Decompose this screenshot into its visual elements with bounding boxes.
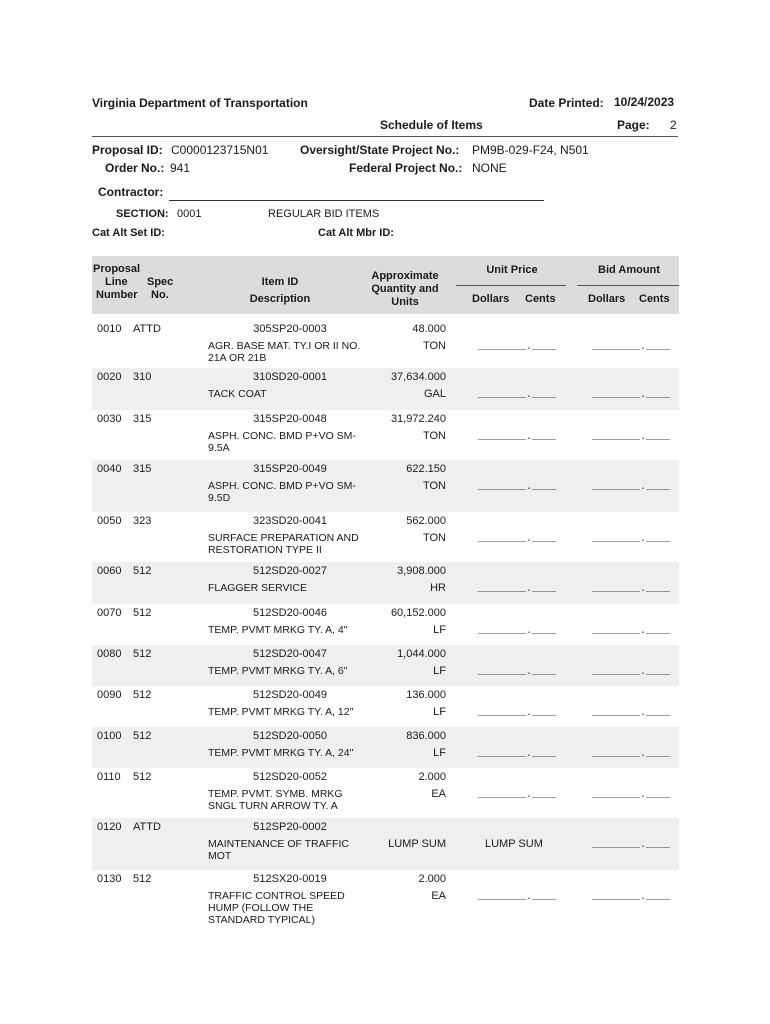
document-title: Schedule of Items xyxy=(380,118,483,132)
row-quantity: 2.000 xyxy=(418,873,446,885)
bid-amount-entry-field[interactable]: ________.____ xyxy=(592,708,671,719)
bid-amount-entry-field[interactable]: ________.____ xyxy=(592,790,671,801)
col-bid-amount: Bid Amount xyxy=(598,264,660,276)
unit-price-entry-field[interactable]: ________.____ xyxy=(478,790,557,801)
row-description: TRAFFIC CONTROL SPEED HUMP (FOLLOW THE STANDARD TYPICAL) xyxy=(208,890,345,926)
col-ba-dollars: Dollars xyxy=(588,293,626,305)
row-description: TACK COAT xyxy=(208,388,267,400)
bid-amount-entry-field[interactable]: ________.____ xyxy=(592,534,671,545)
section-value: 0001 xyxy=(177,208,202,220)
row-description: TEMP. PVMT MRKG TY. A, 4" xyxy=(208,624,348,636)
row-line-number: 0020 xyxy=(97,371,122,383)
row-line-number: 0110 xyxy=(97,771,121,783)
col-approx-1: Approximate xyxy=(371,270,439,282)
bid-amount-entry-field[interactable]: ________.____ xyxy=(592,840,671,851)
unit-price-entry-field[interactable]: ________.____ xyxy=(478,626,557,637)
col-up-dollars: Dollars xyxy=(472,293,510,305)
order-no-value: 941 xyxy=(170,161,191,175)
row-unit: TON xyxy=(422,532,446,544)
oversight-value: PM9B-029-F24, N501 xyxy=(472,143,589,157)
row-spec-no: 512 xyxy=(133,730,152,742)
bid-amount-rule xyxy=(577,285,679,286)
row-description: SURFACE PREPARATION AND RESTORATION TYPE II xyxy=(208,532,359,556)
row-spec-no: 512 xyxy=(133,565,152,577)
bid-amount-entry-field[interactable]: ________.____ xyxy=(592,342,671,353)
col-approx-3: Units xyxy=(391,296,419,308)
row-unit: LUMP SUM xyxy=(388,838,446,850)
row-description: ASPH. CONC. BMD P+VO SM-9.5A xyxy=(208,430,356,454)
row-spec-no: 512 xyxy=(133,873,152,885)
row-quantity: 31,972.240 xyxy=(390,413,446,425)
agency-name: Virginia Department of Transportation xyxy=(92,96,308,110)
row-item-id: 512SX20-0019 xyxy=(253,873,327,885)
row-line-number: 0070 xyxy=(97,607,122,619)
row-line-number: 0050 xyxy=(97,515,122,527)
row-unit: EA xyxy=(431,890,446,902)
row-description: TEMP. PVMT MRKG TY. A, 12" xyxy=(208,706,354,718)
row-spec-no: 315 xyxy=(133,463,152,475)
row-description: MAINTENANCE OF TRAFFIC MOT xyxy=(208,838,349,862)
row-spec-no: 323 xyxy=(133,515,152,527)
bid-amount-entry-field[interactable]: ________.____ xyxy=(592,667,671,678)
row-line-number: 0130 xyxy=(97,873,122,885)
proposal-id-value: C0000123715N01 xyxy=(171,143,269,157)
unit-price-entry-field[interactable]: ________.____ xyxy=(478,342,557,353)
date-printed-value: 10/24/2023 xyxy=(614,95,675,109)
section-description: REGULAR BID ITEMS xyxy=(268,208,380,220)
row-quantity: 48.000 xyxy=(412,323,446,335)
row-line-number: 0090 xyxy=(97,689,122,701)
row-quantity: 562.000 xyxy=(406,515,446,527)
row-quantity: 1,044.000 xyxy=(397,648,446,660)
col-number: Number xyxy=(96,289,138,301)
row-item-id: 512SP20-0002 xyxy=(253,821,327,833)
order-no-label: Order No.: xyxy=(105,161,165,175)
federal-label: Federal Project No.: xyxy=(349,161,463,175)
col-spec-no: No. xyxy=(151,289,169,301)
row-spec-no: 512 xyxy=(133,607,152,619)
proposal-id-label: Proposal ID: xyxy=(92,143,163,157)
unit-price-rule xyxy=(456,285,566,286)
row-quantity: 622.150 xyxy=(406,463,446,475)
row-item-id: 310SD20-0001 xyxy=(252,371,327,383)
row-quantity: 136.000 xyxy=(406,689,446,701)
row-spec-no: ATTD xyxy=(133,323,161,335)
unit-price-entry-field[interactable]: ________.____ xyxy=(478,584,557,595)
row-description: AGR. BASE MAT. TY.I OR II NO. 21A OR 21B xyxy=(208,340,361,364)
contractor-signature-line xyxy=(169,200,544,201)
row-unit: HR xyxy=(430,582,446,594)
row-quantity: 37,634.000 xyxy=(390,371,446,383)
row-item-id: 512SD20-0050 xyxy=(252,730,327,742)
row-item-id: 512SD20-0047 xyxy=(252,648,327,660)
oversight-label: Oversight/State Project No.: xyxy=(300,143,460,157)
bid-amount-entry-field[interactable]: ________.____ xyxy=(592,584,671,595)
unit-price-entry-field[interactable]: ________.____ xyxy=(478,749,557,760)
row-item-id: 323SD20-0041 xyxy=(252,515,327,527)
row-spec-no: ATTD xyxy=(133,821,161,833)
row-description: ASPH. CONC. BMD P+VO SM-9.5D xyxy=(208,480,356,504)
row-description: TEMP. PVMT MRKG TY. A, 6" xyxy=(208,665,348,677)
row-quantity: 60,152.000 xyxy=(390,607,446,619)
col-item-id: Item ID xyxy=(261,276,299,288)
row-spec-no: 315 xyxy=(133,413,152,425)
bid-amount-entry-field[interactable]: ________.____ xyxy=(592,626,671,637)
row-unit: LF xyxy=(433,706,446,718)
row-item-id: 512SD20-0046 xyxy=(252,607,327,619)
col-proposal: Proposal xyxy=(93,263,141,275)
col-unit-price: Unit Price xyxy=(486,264,538,276)
unit-price-entry-field[interactable]: ________.____ xyxy=(478,534,557,545)
bid-amount-entry-field[interactable]: ________.____ xyxy=(592,892,671,903)
row-unit: LF xyxy=(433,624,446,636)
row-line-number: 0120 xyxy=(97,821,122,833)
unit-price-entry-field[interactable]: ________.____ xyxy=(478,708,557,719)
row-line-number: 0100 xyxy=(97,730,122,742)
col-spec: Spec xyxy=(147,276,174,288)
row-unit: GAL xyxy=(423,388,446,400)
row-unit: LF xyxy=(433,747,446,759)
contractor-label: Contractor: xyxy=(98,185,164,199)
row-spec-no: 512 xyxy=(133,771,152,783)
row-description: FLAGGER SERVICE xyxy=(208,582,308,594)
row-quantity: 2.000 xyxy=(418,771,446,783)
row-line-number: 0010 xyxy=(97,323,122,335)
col-description: Description xyxy=(249,293,311,305)
row-item-id: 512SD20-0049 xyxy=(252,689,327,701)
row-line-number: 0060 xyxy=(97,565,122,577)
row-item-id: 512SD20-0027 xyxy=(252,565,327,577)
page-number: 2 xyxy=(670,118,677,132)
bid-amount-entry-field[interactable]: ________.____ xyxy=(592,749,671,760)
row-spec-no: 310 xyxy=(133,371,152,383)
row-unit: LF xyxy=(433,665,446,677)
row-item-id: 305SP20-0003 xyxy=(253,323,327,335)
unit-price-entry-field[interactable]: ________.____ xyxy=(478,667,557,678)
row-unit: TON xyxy=(422,430,446,442)
row-line-number: 0030 xyxy=(97,413,122,425)
cat-alt-set-label: Cat Alt Set ID: xyxy=(92,227,165,239)
row-quantity: 836.000 xyxy=(406,730,446,742)
unit-price-entry-field[interactable]: ________.____ xyxy=(478,390,557,401)
unit-price-entry-field[interactable]: ________.____ xyxy=(478,482,557,493)
cat-alt-mbr-label: Cat Alt Mbr ID: xyxy=(318,227,394,239)
bid-amount-entry-field[interactable]: ________.____ xyxy=(592,390,671,401)
federal-value: NONE xyxy=(472,161,507,175)
header-divider xyxy=(92,136,678,137)
page-label: Page: xyxy=(617,118,650,132)
row-unit: TON xyxy=(422,480,446,492)
col-approx-2: Quantity and xyxy=(371,283,439,295)
row-quantity: 3,908.000 xyxy=(397,565,446,577)
col-line: Line xyxy=(105,276,128,288)
row-unit: EA xyxy=(431,788,446,800)
col-up-cents: Cents xyxy=(525,293,556,305)
bid-amount-entry-field[interactable]: ________.____ xyxy=(592,432,671,443)
row-unit: TON xyxy=(422,340,446,352)
unit-price-entry-field[interactable]: ________.____ xyxy=(478,892,557,903)
unit-price-entry-field[interactable]: ________.____ xyxy=(478,432,557,443)
date-printed-label: Date Printed: xyxy=(529,96,604,110)
row-item-id: 512SD20-0052 xyxy=(252,771,327,783)
bid-amount-entry-field[interactable]: ________.____ xyxy=(592,482,671,493)
row-spec-no: 512 xyxy=(133,648,152,660)
row-unit-price-lump: LUMP SUM xyxy=(485,838,543,850)
row-spec-no: 512 xyxy=(133,689,152,701)
row-description: TEMP. PVMT. SYMB. MRKG SNGL TURN ARROW TY. A xyxy=(208,788,343,812)
row-description: TEMP. PVMT MRKG TY. A, 24" xyxy=(208,747,354,759)
row-line-number: 0080 xyxy=(97,648,122,660)
row-item-id: 315SP20-0048 xyxy=(253,413,327,425)
row-item-id: 315SP20-0049 xyxy=(253,463,327,475)
row-line-number: 0040 xyxy=(97,463,122,475)
section-label: SECTION: xyxy=(116,208,169,220)
col-ba-cents: Cents xyxy=(639,293,670,305)
